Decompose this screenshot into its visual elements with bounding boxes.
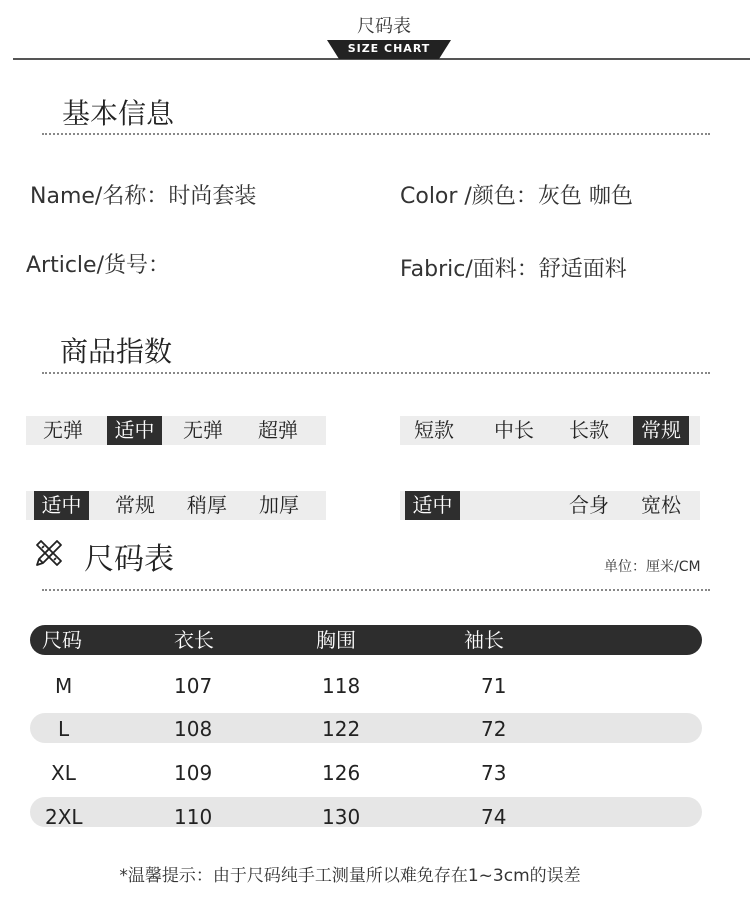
size-chart-title: 尺码表 [84, 542, 174, 577]
length-option-selected: 常规 [633, 416, 689, 445]
row-stripe [30, 713, 702, 743]
table-header [30, 625, 702, 655]
stretch-option: 超弹 [258, 418, 298, 442]
thickness-option-selected: 适中 [34, 491, 89, 520]
table-cell-size: M [55, 674, 73, 698]
stretch-scale [26, 416, 326, 445]
table-cell-length: 109 [174, 761, 213, 785]
table-cell-sleeve: 74 [481, 805, 507, 829]
length-scale [400, 416, 700, 445]
basic-info-title: 基本信息 [62, 97, 175, 130]
table-cell-size: XL [51, 761, 76, 785]
table-cell-length: 107 [174, 674, 213, 698]
table-cell-length: 108 [174, 717, 213, 741]
table-cell-length: 110 [174, 805, 213, 829]
table-cell-size: 2XL [45, 805, 83, 829]
column-header-size: 尺码 [42, 628, 82, 652]
product-index-title: 商品指数 [60, 335, 173, 368]
table-cell-sleeve: 71 [481, 674, 507, 698]
dotted-divider [42, 372, 710, 374]
row-stripe [30, 797, 702, 827]
fit-option: 合身 [569, 493, 609, 517]
dotted-divider [42, 133, 710, 135]
subtitle: SIZE CHART [347, 42, 431, 55]
thickness-option: 稍厚 [187, 493, 227, 517]
table-cell-chest: 126 [322, 761, 361, 785]
measurement-note: *温馨提示：由于尺码纯手工测量所以难免存在1~3cm的误差 [119, 866, 581, 886]
table-cell-size: L [58, 717, 70, 741]
column-header-chest: 胸围 [316, 628, 356, 652]
fabric: Fabric/面料：舒适面料 [400, 257, 627, 282]
table-cell-chest: 122 [322, 717, 361, 741]
unit-label: 单位：厘米/CM [604, 559, 701, 575]
stretch-option: 无弹 [183, 418, 223, 442]
fit-option: 宽松 [641, 493, 681, 517]
fit-option-selected: 适中 [405, 491, 460, 520]
column-header-sleeve: 袖长 [464, 628, 504, 652]
length-option: 长款 [569, 418, 609, 442]
ruler-pencil-icon [34, 538, 64, 568]
table-cell-sleeve: 72 [481, 717, 507, 741]
product-name: Name/名称：时尚套装 [30, 184, 257, 209]
page-title: 尺码表 [357, 16, 411, 37]
length-option: 中长 [494, 418, 534, 442]
thickness-option: 加厚 [259, 493, 299, 517]
length-option: 短款 [414, 418, 454, 442]
article-number: Article/货号： [26, 253, 170, 278]
fit-scale [400, 491, 700, 520]
dotted-divider [42, 589, 710, 591]
product-color: Color /颜色：灰色 咖色 [400, 184, 633, 209]
column-header-length: 衣长 [174, 628, 214, 652]
stretch-option: 无弹 [43, 418, 83, 442]
table-cell-sleeve: 73 [481, 761, 507, 785]
table-cell-chest: 130 [322, 805, 361, 829]
table-cell-chest: 118 [322, 674, 361, 698]
thickness-scale [26, 491, 326, 520]
thickness-option: 常规 [115, 493, 155, 517]
stretch-option-selected: 适中 [107, 416, 162, 445]
